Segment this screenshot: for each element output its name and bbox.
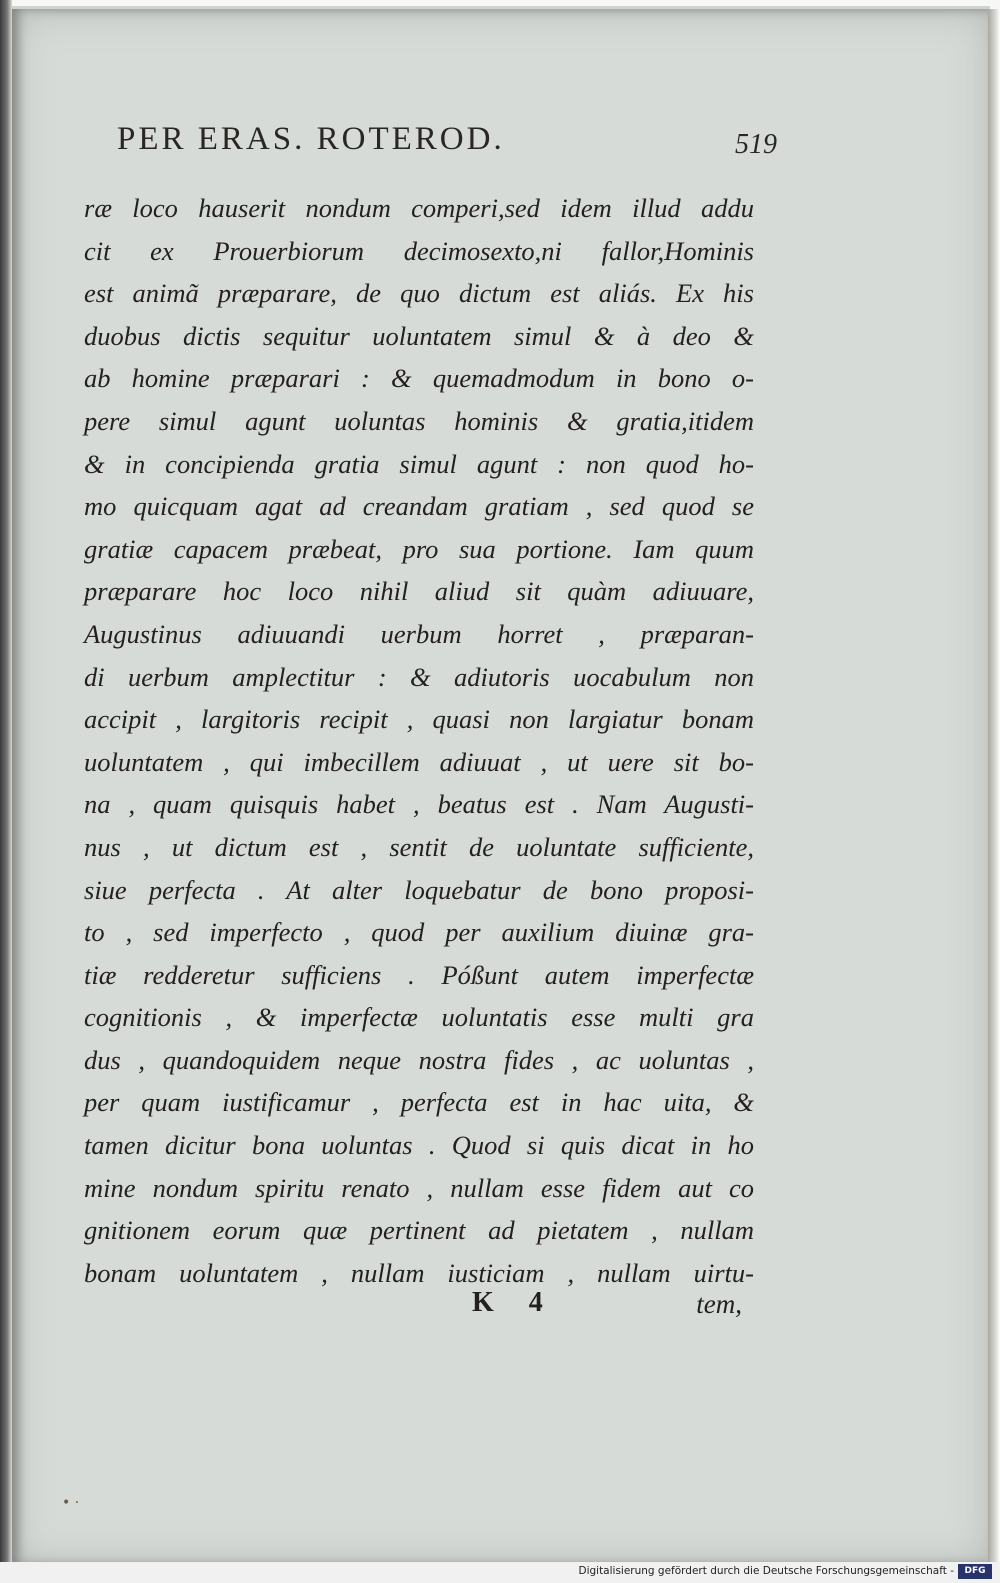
signature-mark: K 4 xyxy=(472,1287,557,1318)
book-page xyxy=(12,6,990,1565)
text-line: accipit , largitoris recipit , quasi non largiatur bonam xyxy=(84,704,754,735)
text-line: est animã præparare, de quo dictum est aliás. Ex his xyxy=(84,278,754,309)
catchword: tem, xyxy=(696,1289,742,1319)
text-line: na , quam quisquis habet , beatus est . Nam Augusti- xyxy=(84,789,754,820)
text-line: bonam uoluntatem , nullam iusticiam , nullam uirtu- xyxy=(84,1257,754,1288)
text-line: duobus dictis sequitur uoluntatem simul & à deo & xyxy=(84,320,754,351)
text-line: gnitionem eorum quæ pertinent ad pietatem , nullam xyxy=(84,1215,754,1246)
text-line: Augustinus adiuuandi uerbum horret , præparan- xyxy=(84,618,754,649)
text-line: nus , ut dictum est , sentit de uoluntate sufficiente, xyxy=(84,831,754,862)
text-line: cognitionis , & imperfectæ uoluntatis esse multi gra xyxy=(84,1002,754,1033)
text-line: mine nondum spiritu renato , nullam esse fidem aut co xyxy=(84,1172,754,1203)
funding-credit: Digitalisierung gefördert durch die Deutsche Forschungsgemeinschaft - xyxy=(578,1565,954,1577)
text-line: gratiæ capacem præbeat, pro sua portione. Iam quum xyxy=(84,533,754,564)
text-line: di uerbum amplectitur : & adiutoris uocabulum non xyxy=(84,661,754,692)
text-line: pere simul agunt uoluntas hominis & gratia,itidem xyxy=(84,405,754,436)
text-line: ab homine præparari : & quemadmodum in bono o- xyxy=(84,363,754,394)
book-binding-edge xyxy=(0,0,12,1583)
page-number: 519 xyxy=(735,129,777,160)
text-line: to , sed imperfecto , quod per auxilium diuinæ gra- xyxy=(84,917,754,948)
body-text xyxy=(84,187,754,1294)
text-line: & in concipienda gratia simul agunt : non quod ho- xyxy=(84,448,754,479)
paper-specks: • · xyxy=(62,1495,80,1511)
text-line: mo quicquam agat ad creandam gratiam , sed quod se xyxy=(84,491,754,522)
footer-bar xyxy=(0,1562,1000,1583)
text-line: præparare hoc loco nihil aliud sit quàm adiuuare, xyxy=(84,576,754,607)
signature-line xyxy=(472,1287,742,1327)
text-line: uoluntatem , qui imbecillem adiuuat , ut uere sit bo- xyxy=(84,746,754,777)
text-line: tiæ redderetur sufficiens . Póßunt autem imperfectæ xyxy=(84,959,754,990)
running-head-title: PER ERAS. ROTEROD. xyxy=(117,121,505,157)
text-line: tamen dicitur bona uoluntas . Quod si quis dicat in ho xyxy=(84,1130,754,1161)
text-line: siue perfecta . At alter loquebatur de bono proposi- xyxy=(84,874,754,905)
text-line: ræ loco hauserit nondum comperi,sed idem illud addu xyxy=(84,193,754,223)
text-line: dus , quandoquidem neque nostra fides , ac uoluntas , xyxy=(84,1044,754,1075)
running-head xyxy=(117,121,777,169)
dfg-logo-icon: DFG xyxy=(958,1564,992,1579)
text-line: per quam iustificamur , perfecta est in hac uita, & xyxy=(84,1087,754,1118)
text-line: cit ex Prouerbiorum decimosexto,ni fallor,Hominis xyxy=(84,235,754,266)
